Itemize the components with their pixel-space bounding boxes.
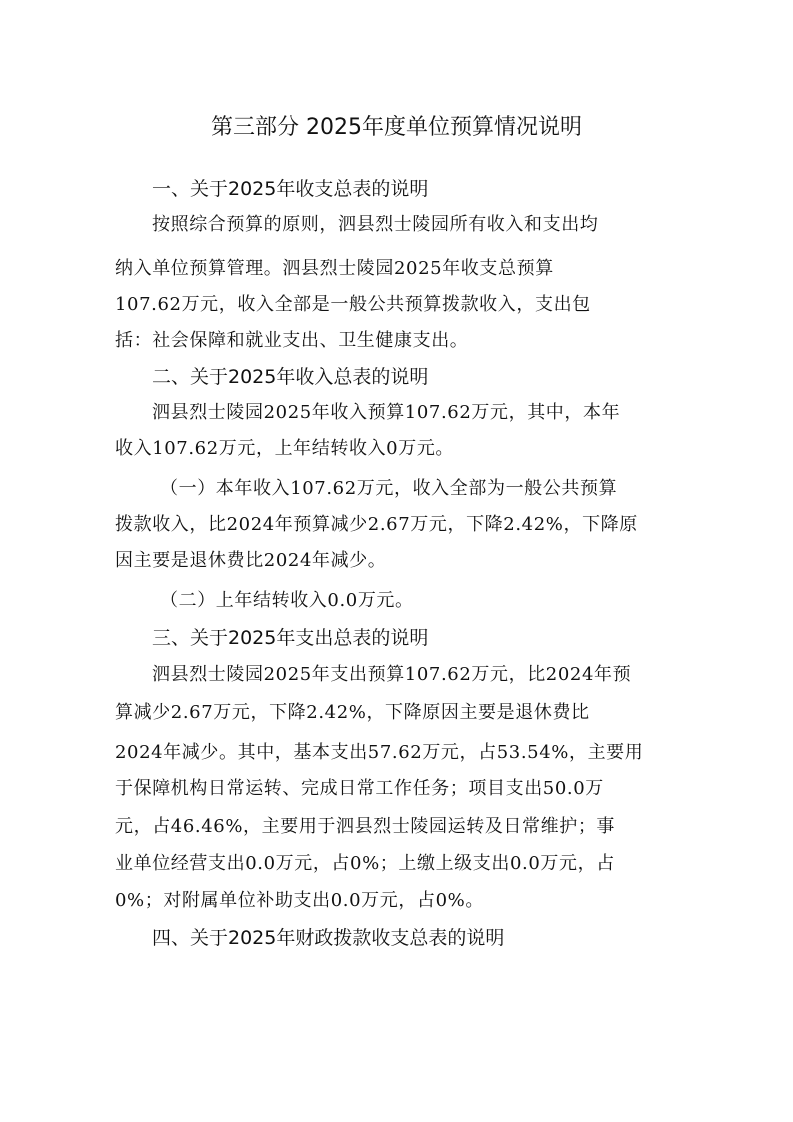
paragraph-line: 括：社会保障和就业支出、卫生健康支出。	[115, 330, 469, 351]
paragraph-line: 拨款收入，比2024年预算减少2.67万元，下降2.42%，下降原	[115, 514, 638, 535]
page-title: 第三部分 2025年度单位预算情况说明	[211, 115, 582, 140]
paragraph-line: 2024年减少。其中，基本支出57.62万元，占53.54%，主要用	[115, 742, 644, 763]
paragraph-line: 业单位经营支出0.0万元，占0%；上缴上级支出0.0万元，占	[115, 853, 615, 874]
section-heading-3: 三、关于2025年支出总表的说明	[152, 627, 429, 649]
paragraph-line: 元，占46.46%，主要用于泗县烈士陵园运转及日常维护；事	[115, 816, 616, 837]
paragraph-line: 泗县烈士陵园2025年支出预算107.62万元，比2024年预	[152, 664, 632, 685]
paragraph-line: 因主要是退休费比2024年减少。	[115, 550, 387, 571]
section-heading-2: 二、关于2025年收入总表的说明	[152, 366, 429, 388]
paragraph-line: 于保障机构日常运转、完成日常工作任务；项目支出50.0万	[115, 778, 604, 799]
paragraph-line: 0%；对附属单位补助支出0.0万元，占0%。	[115, 890, 484, 911]
paragraph-line: 纳入单位预算管理。泗县烈士陵园2025年收支总预算	[115, 258, 554, 279]
section-heading-1: 一、关于2025年收支总表的说明	[152, 178, 429, 200]
paragraph-line: （二）上年结转收入0.0万元。	[160, 590, 414, 611]
paragraph-line: 收入107.62万元，上年结转收入0万元。	[115, 438, 455, 459]
paragraph-line: 算减少2.67万元，下降2.42%，下降原因主要是退休费比	[115, 702, 590, 723]
section-heading-4: 四、关于2025年财政拨款收支总表的说明	[152, 927, 505, 949]
paragraph-line: 按照综合预算的原则，泗县烈士陵园所有收入和支出均	[152, 214, 599, 235]
paragraph-line: 泗县烈士陵园2025年收入预算107.62万元，其中，本年	[152, 402, 621, 423]
paragraph-line: 107.62万元，收入全部是一般公共预算拨款收入，支出包	[115, 294, 591, 315]
paragraph-line: （一）本年收入107.62万元，收入全部为一般公共预算	[160, 478, 618, 499]
